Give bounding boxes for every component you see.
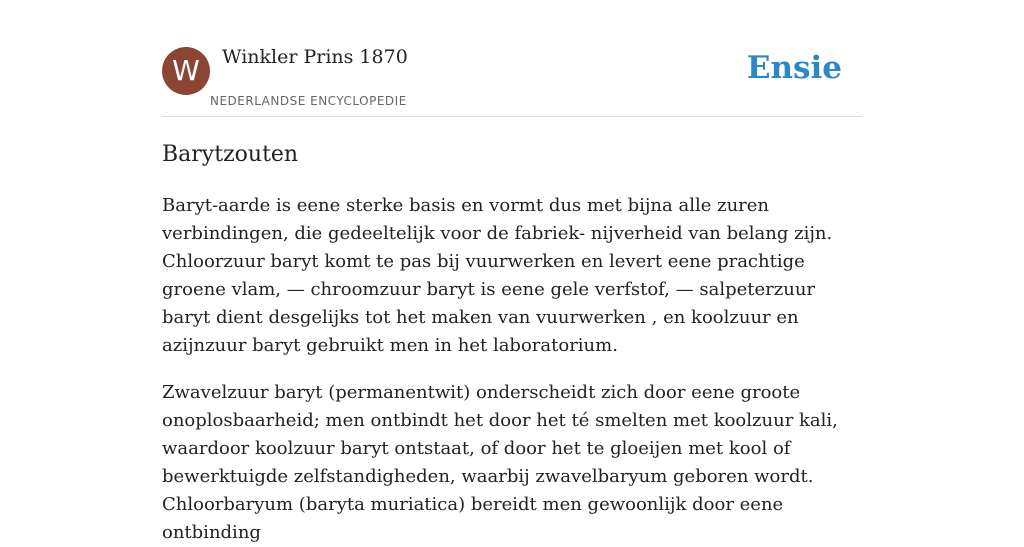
article-paragraph: Baryt-aarde is eene sterke basis en vormt dus met bijna alle zuren verbindingen, die gedeeltelijk voor de fabriek- nijverheid van belang zijn. Chloorzuur baryt komt te pas bij vuurwerken en levert eene prachtige groene vlam, — chroomzuur baryt is eene gele verfstof, — salpeterzuur baryt dient desgelijks tot het maken van vuurwerken , en koolzuur en azijnzuur baryt gebruikt men in het laboratorium. <box>162 195 833 356</box>
article-title: Barytzouten <box>162 142 299 167</box>
article-paragraph: Zwavelzuur baryt (permanentwit) onderscheidt zich door eene groote onoplosbaarheid; men ontbindt het door het té smelten met koolzuur kali, waardoor koolzuur baryt ontstaat, of door het te gloeijen met kool of bewerktuigde zelfstandigheden, waarbij zwavelbaryum geboren wordt. Chloorbaryum (baryta muriatica) bereidt men gewoonlijk door eene ontbinding <box>162 382 838 543</box>
site-subtitle: NEDERLANDSE ENCYCLOPEDIE <box>210 94 407 108</box>
site-avatar[interactable] <box>162 47 210 95</box>
site-title[interactable]: Winkler Prins 1870 <box>222 46 408 68</box>
site-header <box>162 44 862 117</box>
avatar-letter: W <box>172 54 200 87</box>
ensie-logo-link[interactable]: Ensie <box>746 50 842 86</box>
article <box>162 140 862 547</box>
